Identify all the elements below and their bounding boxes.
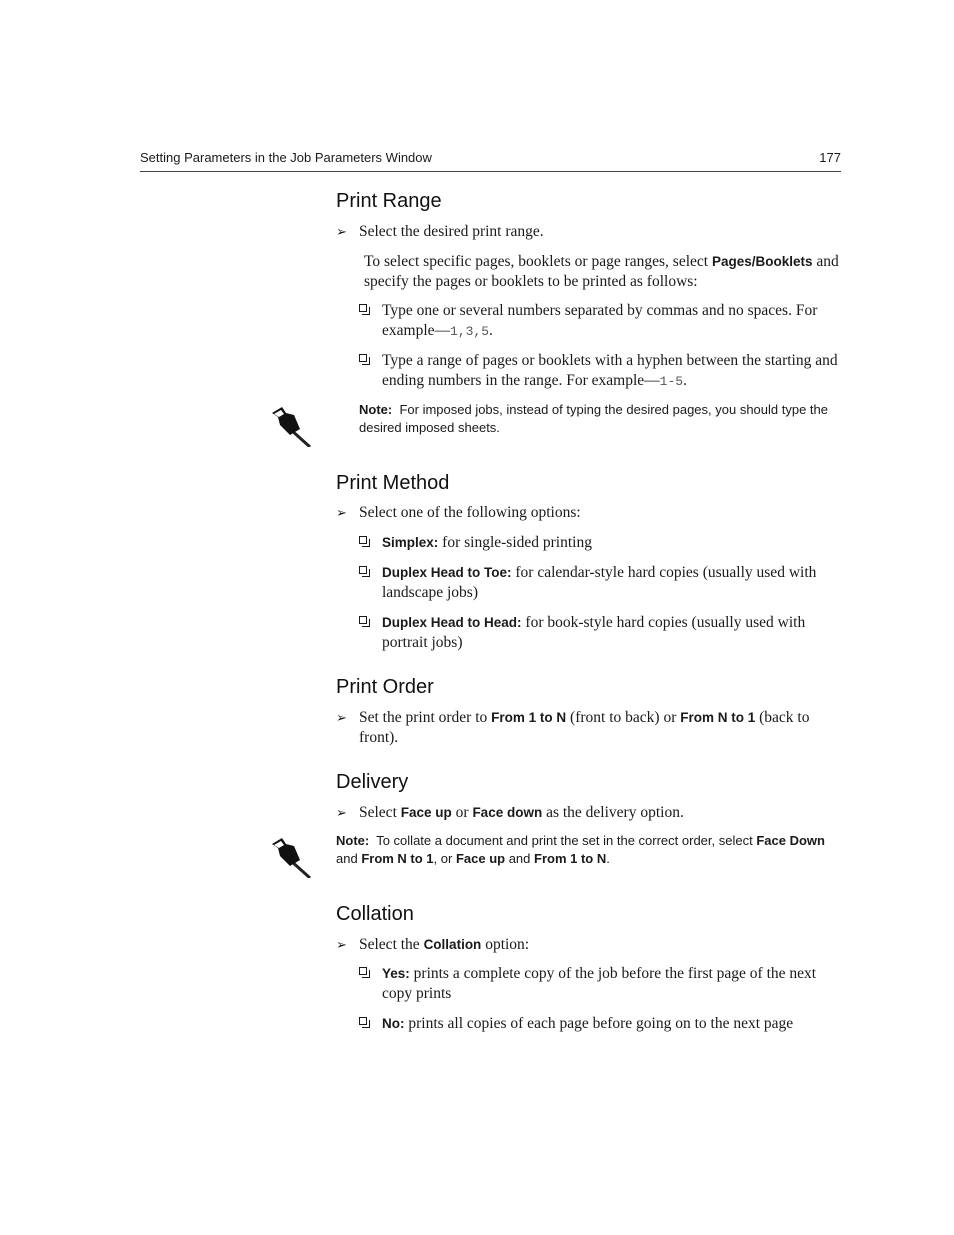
square-bullet-icon xyxy=(359,354,367,362)
arrow-bullet-icon: ➢ xyxy=(336,505,347,520)
note-collate: Note: To collate a document and print the set in the correct order, select Face Down and From N to 1, or Face up and From 1 to N. xyxy=(336,833,825,866)
option-collation-no: No: prints all copies of each page before going on to the next page xyxy=(359,1014,842,1034)
square-bullet-icon xyxy=(359,304,367,312)
print-range-paragraph: To select specific pages, booklets or page ranges, select Pages/Booklets and specify the pages or booklets to be printed as follows: xyxy=(364,253,839,290)
arrow-bullet-icon: ➢ xyxy=(336,805,347,820)
collation-step: ➢ Select the Collation option: xyxy=(336,936,530,953)
option-duplex-head-to-head: Duplex Head to Head: for book-style hard copies (usually used with portrait jobs) xyxy=(359,613,842,653)
delivery-step: ➢ Select Face up or Face down as the delivery option. xyxy=(336,804,684,821)
running-header xyxy=(140,149,841,172)
square-bullet-icon xyxy=(359,616,367,624)
heading-delivery: Delivery xyxy=(336,771,409,793)
square-bullet-icon xyxy=(359,967,367,975)
arrow-bullet-icon: ➢ xyxy=(336,710,347,725)
heading-print-order: Print Order xyxy=(336,676,434,698)
print-range-bullet-range: Type a range of pages or booklets with a hyphen between the starting and ending numbers in the range. For example—1-5. xyxy=(359,351,842,392)
page-number: 177 xyxy=(819,150,841,165)
heading-print-method: Print Method xyxy=(336,472,450,494)
option-duplex-head-to-toe: Duplex Head to Toe: for calendar-style hard copies (usually used with landscape jobs) xyxy=(359,563,842,603)
square-bullet-icon xyxy=(359,1017,367,1025)
arrow-bullet-icon: ➢ xyxy=(336,224,347,239)
heading-print-range: Print Range xyxy=(336,190,442,212)
heading-collation: Collation xyxy=(336,903,414,925)
header-title: Setting Parameters in the Job Parameters Window xyxy=(140,150,432,165)
print-method-step: ➢ Select one of the following options: xyxy=(336,504,581,521)
print-range-bullet-numbers: Type one or several numbers separated by commas and no spaces. For example—1,3,5. xyxy=(359,301,842,342)
pushpin-note-icon xyxy=(268,403,312,447)
square-bullet-icon xyxy=(359,536,367,544)
option-collation-yes: Yes: prints a complete copy of the job before the first page of the next copy prints xyxy=(359,964,842,1004)
arrow-bullet-icon: ➢ xyxy=(336,937,347,952)
option-simplex: Simplex: for single-sided printing xyxy=(359,533,842,553)
pushpin-note-icon xyxy=(268,834,312,878)
square-bullet-icon xyxy=(359,566,367,574)
print-range-step: ➢ Select the desired print range. xyxy=(336,223,544,240)
print-order-step: ➢ Set the print order to From 1 to N (front to back) or From N to 1 (back to front). xyxy=(336,709,810,746)
note-imposed-jobs: Note: For imposed jobs, instead of typing the desired pages, you should type the desired imposed sheets. xyxy=(359,402,828,435)
